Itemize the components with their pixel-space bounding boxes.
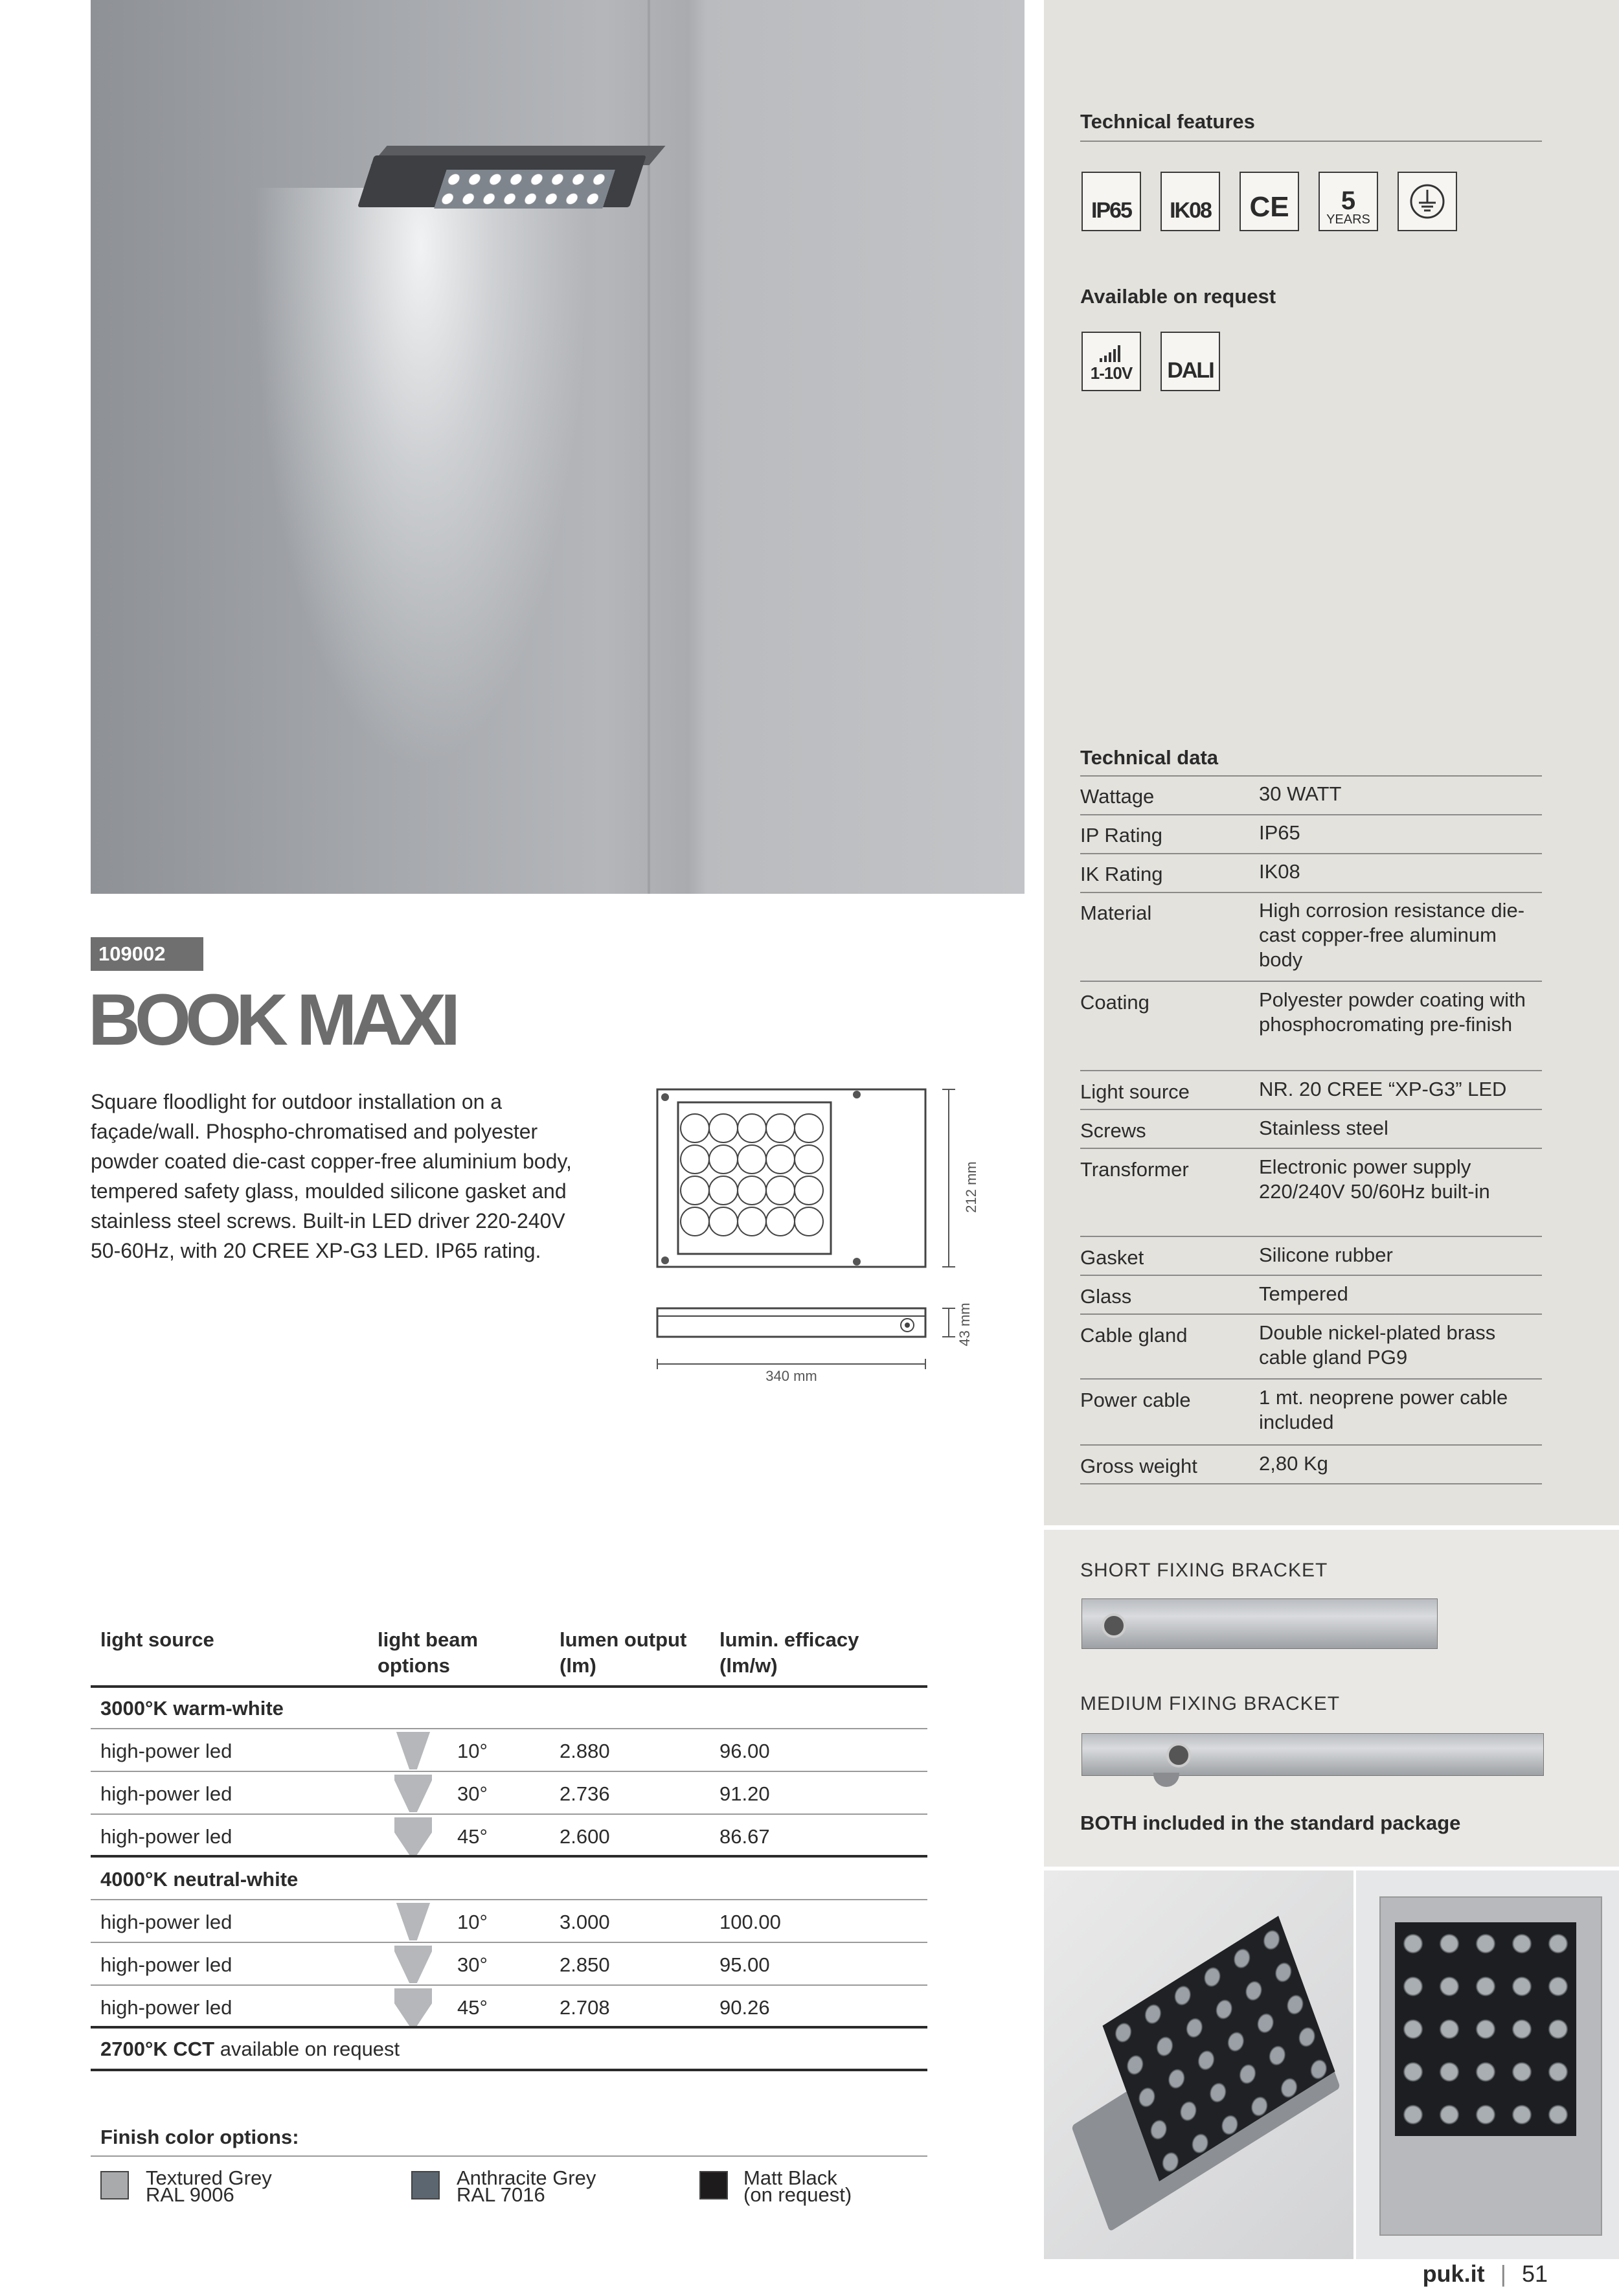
hero-product-photo: [91, 0, 1025, 894]
beam-10-icon: [394, 1732, 432, 1769]
table-row-beam: 45°: [457, 1996, 488, 2019]
warranty-years-label: YEARS: [1326, 212, 1370, 227]
divider: [1080, 1483, 1542, 1484]
cct-note: [100, 2038, 400, 2061]
table-row-lumen: 2.600: [560, 1825, 610, 1848]
tech-label-transformer: Transformer: [1080, 1158, 1189, 1181]
footer-site: puk.it: [1422, 2260, 1485, 2287]
tech-value-gasket: Silicone rubber: [1259, 1244, 1393, 1266]
finish-name: Textured Grey: [146, 2166, 272, 2189]
tech-label-power-cable: Power cable: [1080, 1389, 1191, 1411]
divider: [1080, 141, 1542, 142]
table-row-source: high-power led: [100, 1740, 232, 1762]
col-header-efficacy: lumin. efficacy (lm/w): [719, 1628, 859, 1677]
table-row-source: high-power led: [100, 1825, 232, 1848]
tech-value-gross-weight: 2,80 Kg: [1259, 1452, 1328, 1475]
beam-30-icon: [394, 1775, 432, 1812]
divider: [1080, 814, 1542, 815]
earth-ground-icon: [1398, 172, 1457, 231]
swatch-textured-grey: [100, 2171, 129, 2199]
brackets-note: BOTH included in the standard package: [1080, 1812, 1461, 1834]
divider: [1080, 1236, 1542, 1237]
tech-label-material: Material: [1080, 902, 1152, 924]
divider: [1080, 1109, 1542, 1110]
table-rule: [91, 1984, 927, 1986]
warranty-years-number: 5: [1341, 187, 1356, 215]
tech-value-glass: Tempered: [1259, 1282, 1348, 1305]
swatch-anthracite-grey: [411, 2171, 440, 2199]
medium-bracket-label: MEDIUM FIXING BRACKET: [1080, 1693, 1341, 1714]
product-code-badge: 109002: [91, 937, 203, 971]
tech-value-power-cable: 1 mt. neoprene power cable included: [1259, 1386, 1508, 1433]
tech-label-ip-rating: IP Rating: [1080, 824, 1162, 847]
tech-value-material: High corrosion resistance die-cast copper-free aluminum body: [1259, 899, 1525, 971]
finish-name: Matt Black: [743, 2166, 837, 2189]
tech-value-cable-gland: Double nickel-plated brass cable gland PG9: [1259, 1321, 1496, 1369]
table-row-efficacy: 96.00: [719, 1740, 770, 1762]
signal-bars-icon: [1098, 344, 1124, 363]
page-footer: [1423, 2260, 1548, 2288]
divider: [1080, 981, 1542, 982]
finish-code: (on request): [743, 2183, 852, 2206]
technical-drawing: [651, 1082, 994, 1392]
finish-option-textured-grey: [146, 2166, 272, 2206]
table-row-lumen: 2.880: [560, 1740, 610, 1762]
table-row-lumen: 2.850: [560, 1953, 610, 1976]
technical-data-heading: Technical data: [1080, 746, 1219, 769]
divider: [1080, 1444, 1542, 1446]
tech-value-screws: Stainless steel: [1259, 1117, 1388, 1139]
table-row-efficacy: 91.20: [719, 1782, 770, 1805]
group-warm-white: 3000°K warm-white: [100, 1697, 284, 1720]
table-rule: [91, 2026, 927, 2029]
tech-label-light-source: Light source: [1080, 1080, 1190, 1103]
short-bracket-image: [1081, 1598, 1438, 1649]
table-row-efficacy: 90.26: [719, 1996, 770, 2019]
tech-value-ip-rating: IP65: [1259, 821, 1300, 844]
finish-name: Anthracite Grey: [457, 2166, 596, 2189]
table-row-efficacy: 86.67: [719, 1825, 770, 1848]
table-row-source: high-power led: [100, 1782, 232, 1805]
table-row-source: high-power led: [100, 1996, 232, 2019]
available-on-request-heading: Available on request: [1080, 285, 1276, 308]
dimmer-1-10v-badge: [1081, 332, 1141, 391]
ce-badge: CE: [1240, 172, 1299, 231]
bracket-screw: [1166, 1743, 1191, 1767]
technical-features-heading: Technical features: [1080, 110, 1255, 133]
short-bracket-label: SHORT FIXING BRACKET: [1080, 1560, 1328, 1581]
table-row-lumen: 3.000: [560, 1911, 610, 1933]
bracket-screw: [1102, 1613, 1126, 1638]
tech-label-glass: Glass: [1080, 1285, 1132, 1308]
lamp-led-face: [434, 170, 615, 209]
table-row-beam: 30°: [457, 1782, 488, 1805]
tech-value-wattage: 30 WATT: [1259, 782, 1342, 805]
table-row-lumen: 2.736: [560, 1782, 610, 1805]
tech-label-wattage: Wattage: [1080, 785, 1155, 808]
table-row-efficacy: 95.00: [719, 1953, 770, 1976]
dali-badge: DALI: [1160, 332, 1220, 391]
table-rule: [91, 1728, 927, 1729]
tech-label-cable-gland: Cable gland: [1080, 1324, 1188, 1347]
table-row-beam: 30°: [457, 1953, 488, 1976]
finish-code: RAL 7016: [457, 2183, 545, 2206]
cct-note-bold: 2700°K CCT: [100, 2038, 215, 2060]
ik08-badge: IK08: [1160, 172, 1220, 231]
table-rule: [91, 1942, 927, 1943]
table-rule: [91, 1813, 927, 1815]
divider: [1080, 1378, 1542, 1380]
tech-label-gasket: Gasket: [1080, 1246, 1144, 1269]
tech-value-coating: Polyester powder coating with phosphocromating pre-finish: [1259, 988, 1526, 1036]
lamp-front-led-grid: [1395, 1922, 1576, 2136]
table-rule: [91, 1855, 927, 1858]
product-title: BOOK MAXI: [88, 979, 455, 1060]
dimmer-label: 1-10V: [1090, 363, 1133, 383]
divider: [1080, 775, 1542, 777]
beam-30-icon: [394, 1946, 432, 1983]
col-header-light-beam: light beam options: [378, 1628, 479, 1677]
beam-45-icon: [394, 1817, 432, 1855]
beam-45-icon: [394, 1988, 432, 2026]
divider: [1080, 1070, 1542, 1071]
light-glow: [253, 188, 589, 771]
divider: [1080, 853, 1542, 854]
divider: [1080, 1275, 1542, 1276]
tech-label-ik-rating: IK Rating: [1080, 863, 1163, 885]
finish-code: RAL 9006: [146, 2183, 234, 2206]
table-row-beam: 45°: [457, 1825, 488, 1848]
warranty-badge: [1319, 172, 1378, 231]
divider: [1080, 1313, 1542, 1315]
table-rule: [91, 2069, 927, 2071]
earth-ground-symbol: [1408, 182, 1447, 221]
width-dimension-label: 340 mm: [765, 1368, 817, 1384]
height-dimension-label: 212 mm: [963, 1161, 979, 1213]
table-row-efficacy: 100.00: [719, 1911, 781, 1933]
table-rule: [91, 1685, 927, 1688]
product-angle-photo: [1044, 1870, 1353, 2259]
finish-option-anthracite-grey: [457, 2166, 596, 2206]
group-neutral-white: 4000°K neutral-white: [100, 1868, 299, 1891]
table-row-beam: 10°: [457, 1740, 488, 1762]
table-rule: [91, 1771, 927, 1772]
product-description: Square floodlight for outdoor installation on a façade/wall. Phospho-chromatised and polyester powder coated die-cast copper-free aluminium body, tempered safety glass, moulded silicone gasket and stainless steel screws. Built-in LED driver 220-240V 50-60Hz, with 20 CREE XP-G3 LED. IP65 rating.: [91, 1090, 572, 1262]
product-front-photo: [1356, 1870, 1619, 2259]
depth-dimension-label: 43 mm: [957, 1302, 973, 1347]
finish-heading: Finish color options:: [100, 2126, 299, 2148]
tech-value-light-source: NR. 20 CREE “XP-G3” LED: [1259, 1078, 1507, 1100]
page-number: 51: [1521, 2260, 1548, 2287]
finish-rule: [91, 2155, 927, 2157]
cct-note-rest: available on request: [214, 2038, 400, 2060]
wall-corner: [648, 0, 650, 894]
divider: [1080, 892, 1542, 893]
finish-option-matt-black: [743, 2166, 852, 2206]
beam-10-icon: [394, 1903, 432, 1940]
col-header-lumen: lumen output (lm): [560, 1628, 687, 1677]
tech-value-transformer: Electronic power supply 220/240V 50/60Hz built-in: [1259, 1155, 1490, 1203]
tech-label-gross-weight: Gross weight: [1080, 1455, 1197, 1477]
tech-label-screws: Screws: [1080, 1119, 1146, 1142]
medium-bracket-image: [1081, 1733, 1544, 1776]
ip65-badge: IP65: [1081, 172, 1141, 231]
divider: [1080, 1148, 1542, 1149]
col-header-light-source: light source: [100, 1628, 214, 1651]
swatch-matt-black: [699, 2171, 728, 2199]
tech-value-ik-rating: IK08: [1259, 860, 1300, 883]
footer-separator: |: [1500, 2260, 1506, 2287]
table-rule: [91, 1899, 927, 1900]
table-row-lumen: 2.708: [560, 1996, 610, 2019]
table-row-beam: 10°: [457, 1911, 488, 1933]
tech-label-coating: Coating: [1080, 991, 1149, 1014]
table-row-source: high-power led: [100, 1953, 232, 1976]
table-row-source: high-power led: [100, 1911, 232, 1933]
